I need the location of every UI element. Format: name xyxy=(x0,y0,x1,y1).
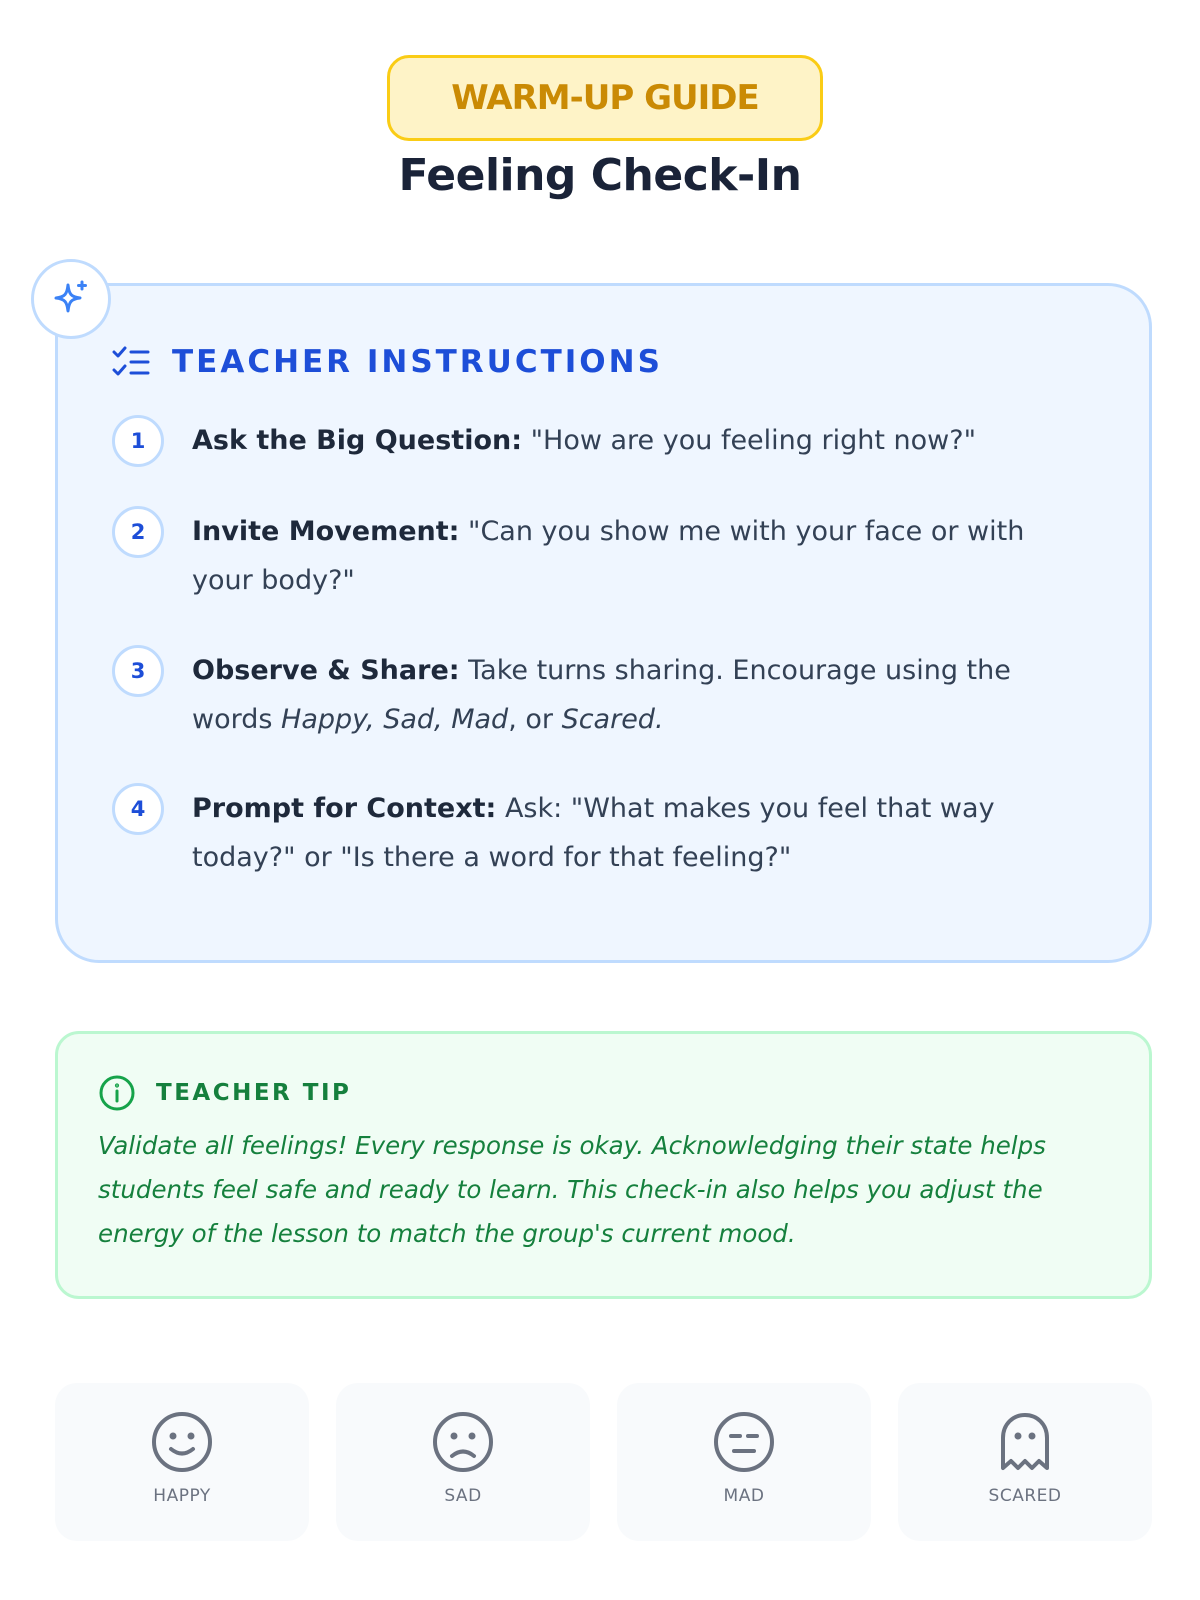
step-label: Prompt for Context: xyxy=(192,793,497,824)
step-label: Ask the Big Question: xyxy=(192,425,523,456)
step-body: Take turns sharing. Encourage using the words xyxy=(192,655,1011,735)
feeling-word-scared: Scared. xyxy=(561,704,664,735)
page-title: Feeling Check-In xyxy=(398,150,802,201)
feeling-word-mad: Mad xyxy=(451,704,509,735)
step-text xyxy=(192,646,1082,744)
instruction-step-1 xyxy=(112,415,1112,467)
mood-label: SCARED xyxy=(988,1486,1062,1506)
step-text xyxy=(192,507,1082,605)
word-separator: , or xyxy=(508,704,562,735)
step-label: Observe & Share: xyxy=(192,655,460,686)
instructions-header xyxy=(112,340,663,384)
info-icon xyxy=(98,1074,136,1112)
step-text xyxy=(192,784,1082,882)
step-label: Invite Movement: xyxy=(192,516,460,547)
word-separator: , xyxy=(366,704,384,735)
feeling-word-sad: Sad xyxy=(383,704,435,735)
instruction-step-2 xyxy=(112,506,1112,605)
step-text xyxy=(192,416,1082,465)
sad-face-icon xyxy=(431,1410,495,1474)
mood-card-mad[interactable] xyxy=(617,1383,871,1541)
step-body: Ask: "What makes you feel that way today?" or "Is there a word for that feeling?" xyxy=(192,793,995,873)
feeling-word-happy: Happy xyxy=(281,704,367,735)
mood-label: MAD xyxy=(723,1486,765,1506)
step-number: 3 xyxy=(112,645,164,697)
warm-up-badge: WARM-UP GUIDE xyxy=(387,55,823,141)
ghost-icon xyxy=(993,1410,1057,1474)
sparkle-icon xyxy=(49,277,93,321)
happy-face-icon xyxy=(150,1410,214,1474)
teacher-tip-body: Validate all feelings! Every response is okay. Acknowledging their state helps students feel safe and ready to learn. This check-in also helps you adjust the energy of the lesson to match the group's current mood. xyxy=(98,1131,1046,1248)
list-check-icon xyxy=(112,344,150,380)
step-body: "Can you show me with your face or with your body?" xyxy=(192,516,1025,596)
step-number: 4 xyxy=(112,783,164,835)
teacher-tip-header xyxy=(98,1073,351,1113)
mood-options xyxy=(55,1383,1152,1541)
mood-label: SAD xyxy=(444,1486,482,1506)
step-number: 2 xyxy=(112,506,164,558)
mood-card-scared[interactable] xyxy=(898,1383,1152,1541)
word-separator: , xyxy=(434,704,452,735)
step-number: 1 xyxy=(112,415,164,467)
instructions-heading: TEACHER INSTRUCTIONS xyxy=(172,344,663,380)
sparkle-badge xyxy=(31,259,111,339)
teacher-tip-title: TEACHER TIP xyxy=(156,1080,352,1106)
mad-face-icon xyxy=(712,1410,776,1474)
mood-label: HAPPY xyxy=(153,1486,211,1506)
instruction-step-4 xyxy=(112,783,1112,882)
step-body: "How are you feeling right now?" xyxy=(522,425,976,456)
mood-card-happy[interactable] xyxy=(55,1383,309,1541)
instruction-step-3 xyxy=(112,645,1112,744)
mood-card-sad[interactable] xyxy=(336,1383,590,1541)
